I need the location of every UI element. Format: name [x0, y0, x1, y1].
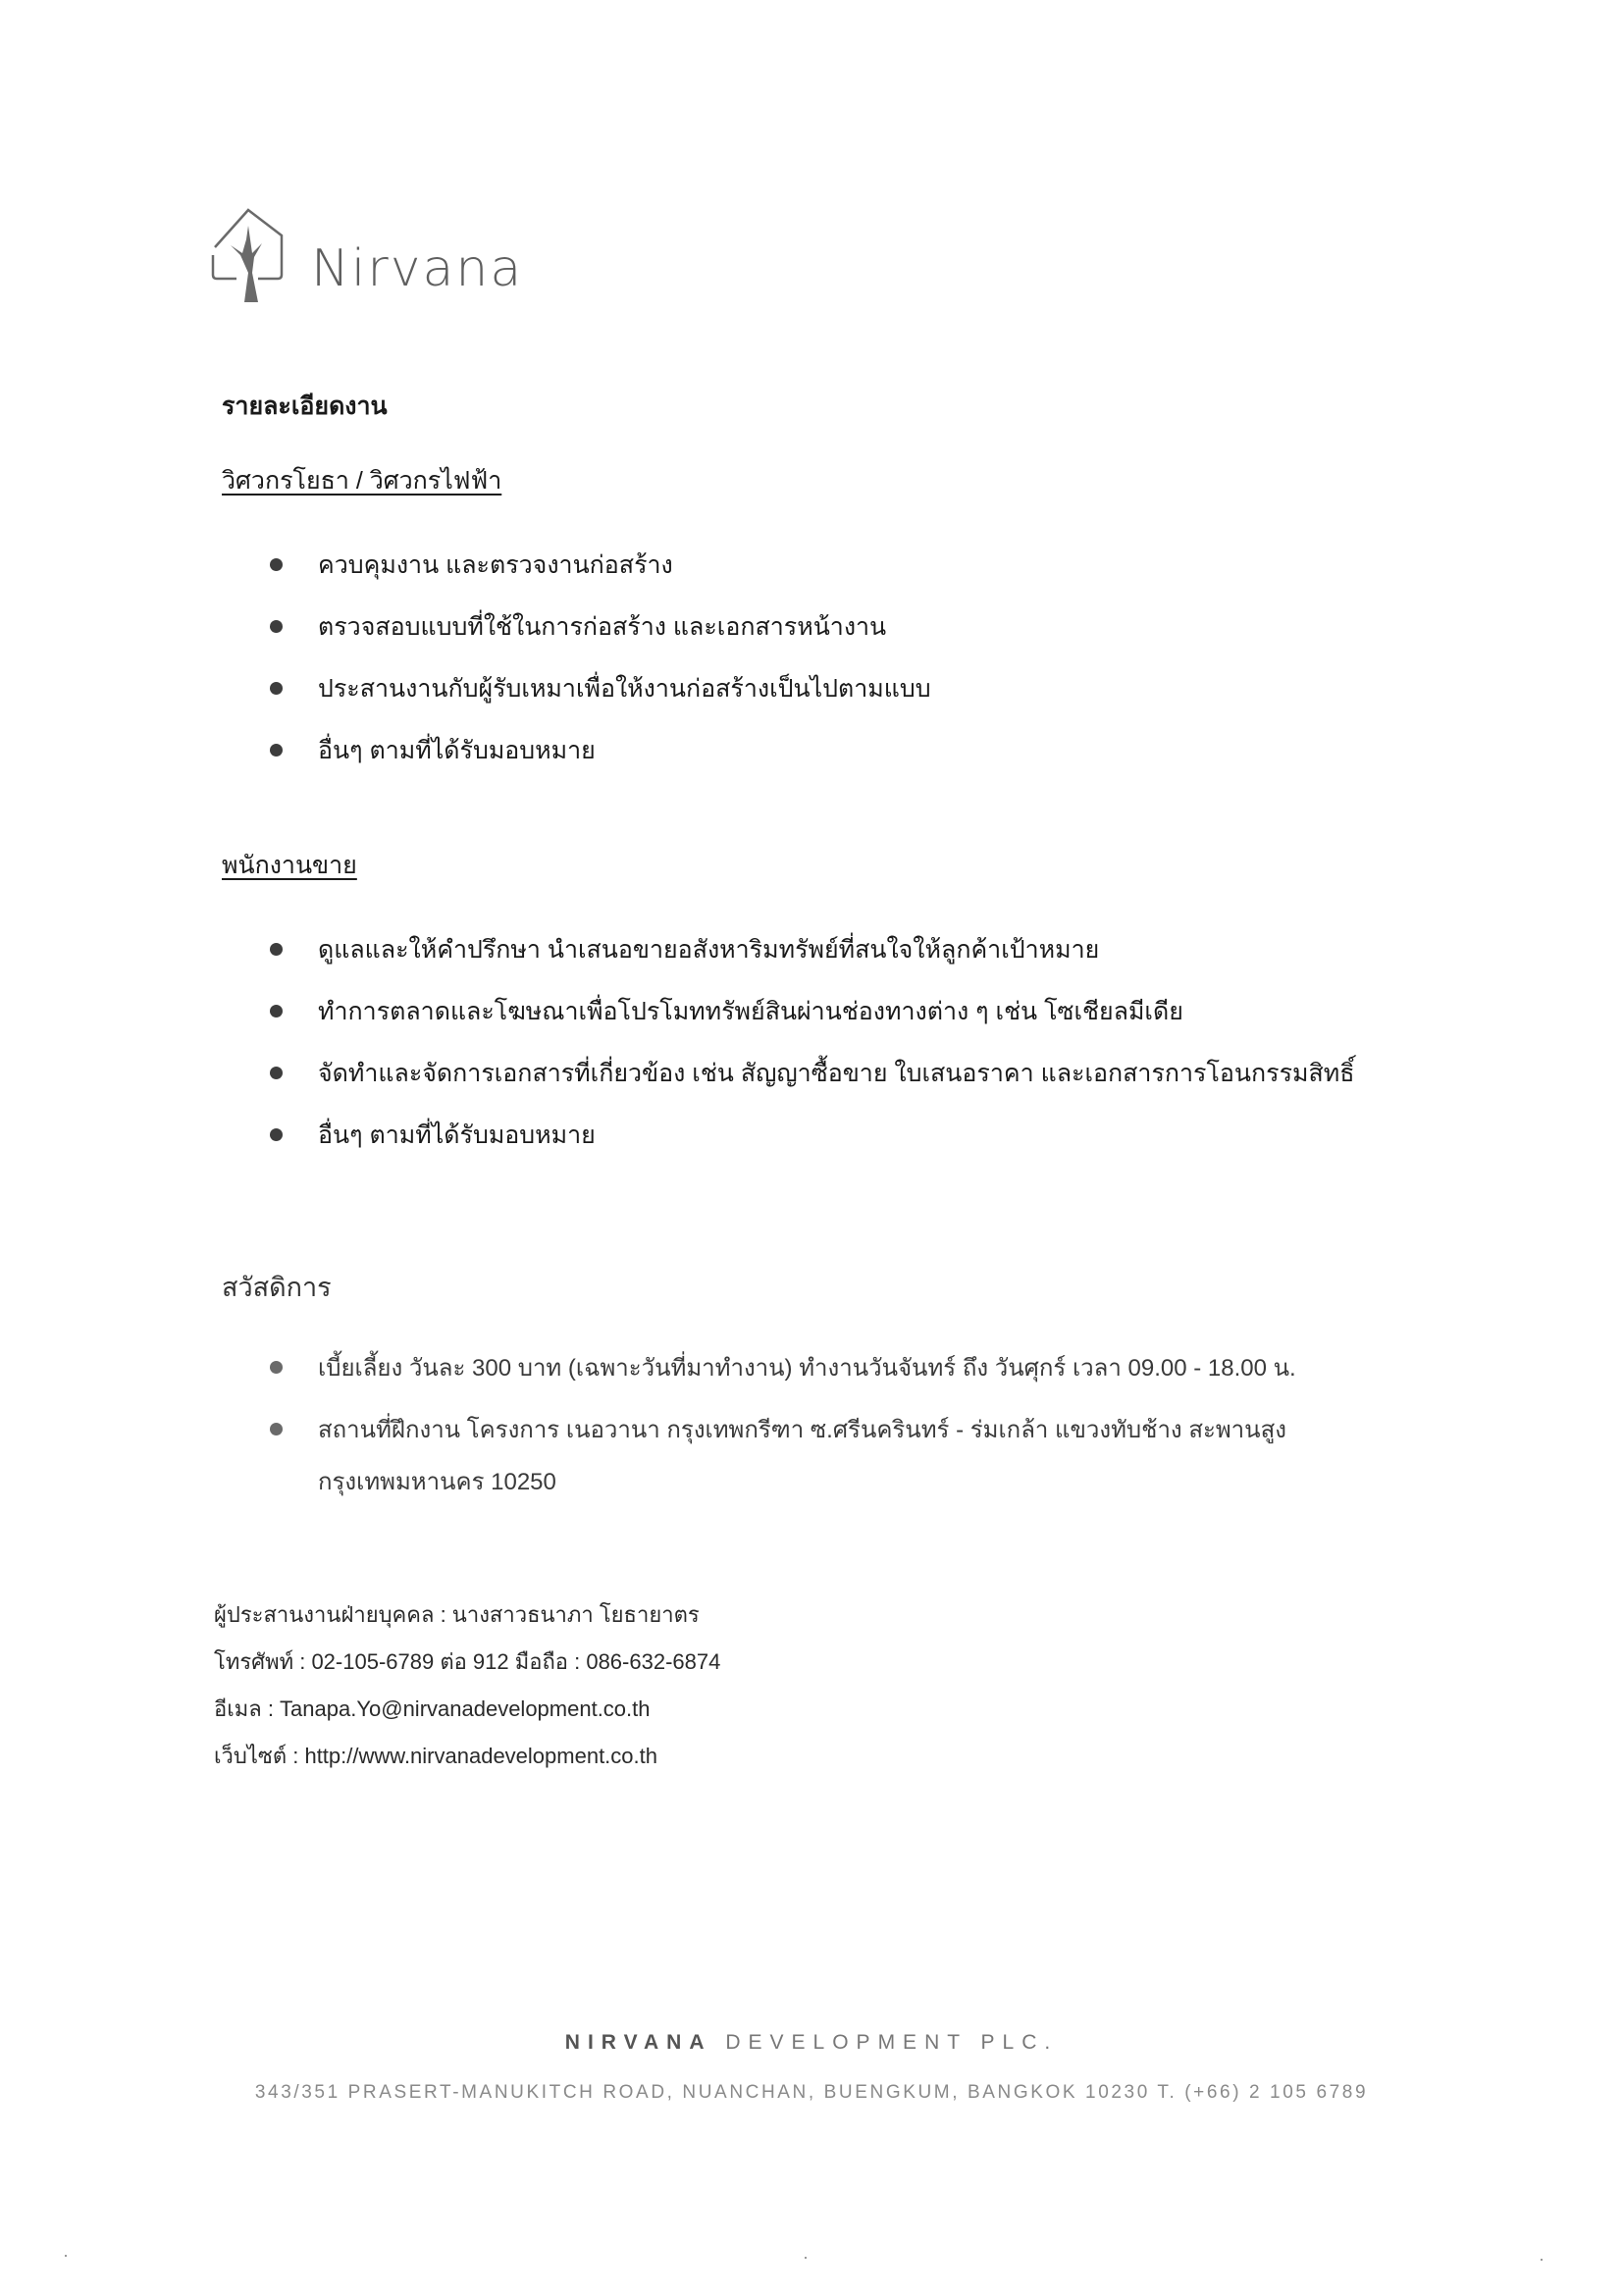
- list-item-text: จัดทำและจัดการเอกสารที่เกี่ยวข้อง เช่น สัญญาซื้อขาย ใบเสนอราคา และเอกสารการโอนกรรมสิทธิ์: [318, 1059, 1355, 1087]
- list-item-text: ตรวจสอบแบบที่ใช้ในการก่อสร้าง และเอกสารหน้างาน: [318, 612, 887, 641]
- list-item: [270, 534, 931, 596]
- footer-company-rest: DEVELOPMENT PLC.: [725, 2031, 1059, 2054]
- list-item-text: เบี้ยเลี้ยง วันละ 300 บาท (เฉพาะวันที่มาทำงาน) ทำงานวันจันทร์ ถึง วันศุกร์ เวลา 09.00 - 18.00 น.: [318, 1355, 1296, 1382]
- benefit-address-continuation: กรุงเทพมหานคร 10250: [318, 1469, 556, 1495]
- bullet-icon: [270, 744, 283, 757]
- website-line[interactable]: เว็บไซต์ : http://www.nirvanadevelopment.co.th: [214, 1744, 657, 1768]
- scan-speck: [805, 2257, 807, 2259]
- list-item: [270, 596, 931, 657]
- engineer-heading: วิศวกรโยธา / วิศวกรไฟฟ้า: [222, 467, 502, 495]
- list-item: [270, 918, 1354, 980]
- contact-info: [214, 1592, 720, 1780]
- coordinator-line: ผู้ประสานงานฝ่ายบุคคล : นางสาวธนาภา โยธายาตร: [214, 1602, 700, 1627]
- footer-company-name: [0, 2031, 1623, 2055]
- benefits-title: สวัสดิการ: [222, 1273, 332, 1302]
- sales-heading: พนักงานขาย: [222, 852, 357, 879]
- bullet-icon: [270, 1005, 283, 1018]
- footer-company-bold: NIRVANA: [564, 2031, 712, 2054]
- sales-duties-list: [270, 918, 1354, 1166]
- list-item: [270, 719, 931, 781]
- email-line[interactable]: อีเมล : Tanapa.Yo@nirvanadevelopment.co.th: [214, 1696, 651, 1721]
- list-item: [270, 1398, 1296, 1460]
- list-item: [270, 980, 1354, 1042]
- engineer-duties-list: [270, 534, 931, 781]
- bullet-icon: [270, 1423, 283, 1435]
- job-details-title: รายละเอียดงาน: [222, 392, 388, 420]
- list-item-text: ควบคุมงาน และตรวจงานก่อสร้าง: [318, 550, 673, 579]
- list-item: [270, 657, 931, 719]
- list-item: [270, 1336, 1296, 1398]
- bullet-icon: [270, 558, 283, 571]
- logo-text: Nirvana: [311, 239, 524, 298]
- footer-address: 343/351 PRASERT-MANUKITCH ROAD, NUANCHAN, BUENGKUM, BANGKOK 10230 T. (+66) 2 105 6789: [254, 2082, 1369, 2103]
- benefits-list: [270, 1336, 1296, 1460]
- scan-speck: [1541, 2259, 1543, 2261]
- bullet-icon: [270, 1067, 283, 1079]
- list-item-text: สถานที่ฝึกงาน โครงการ เนอวานา กรุงเทพกรีฑา ซ.ศรีนครินทร์ - ร่มเกล้า แขวงทับช้าง สะพานสูง: [318, 1417, 1286, 1443]
- list-item-text: ประสานงานกับผู้รับเหมาเพื่อให้งานก่อสร้างเป็นไปตามแบบ: [318, 674, 931, 703]
- list-item-text: อื่นๆ ตามที่ได้รับมอบหมาย: [318, 1121, 596, 1149]
- bullet-icon: [270, 682, 283, 695]
- company-logo: [201, 204, 523, 306]
- bullet-icon: [270, 620, 283, 633]
- scan-speck: [65, 2255, 67, 2257]
- phone-line: โทรศัพท์ : 02-105-6789 ต่อ 912 มือถือ : 086-632-6874: [214, 1649, 721, 1674]
- list-item: [270, 1104, 1354, 1166]
- list-item-text: ทำการตลาดและโฆษณาเพื่อโปรโมททรัพย์สินผ่านช่องทางต่าง ๆ เช่น โซเชียลมีเดีย: [318, 997, 1183, 1025]
- list-item-text: อื่นๆ ตามที่ได้รับมอบหมาย: [318, 736, 596, 764]
- bullet-icon: [270, 943, 283, 956]
- list-item-text: ดูแลและให้คำปรึกษา นำเสนอขายอสังหาริมทรัพย์ที่สนใจให้ลูกค้าเป้าหมาย: [318, 935, 1100, 964]
- list-item: [270, 1042, 1354, 1104]
- bullet-icon: [270, 1361, 283, 1374]
- tree-house-icon: [201, 204, 309, 306]
- bullet-icon: [270, 1128, 283, 1141]
